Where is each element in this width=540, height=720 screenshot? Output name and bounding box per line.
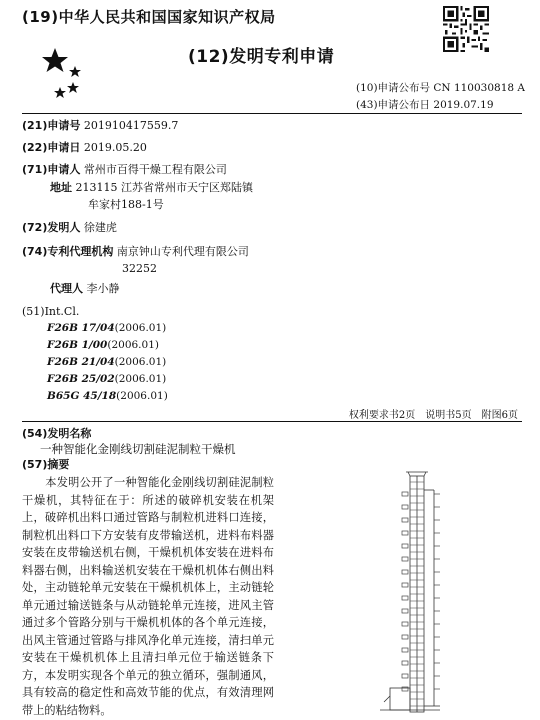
address-row [50, 180, 253, 195]
header-divider [22, 113, 522, 114]
address-label: 地址 [50, 181, 72, 194]
inventor: 徐建虎 [83, 221, 117, 234]
document-type: (12)发明专利申请 [188, 47, 335, 67]
qr-code [443, 6, 489, 52]
intcl-label: (51)Int.Cl. [22, 305, 80, 318]
publication-date: (43)申请公布日 2019.07.19 [356, 99, 494, 111]
applicant-label: (71)申请人 [22, 163, 81, 176]
ipc-entry: F26B 21/04(2006.01) [47, 356, 167, 368]
publication-number: (10)申请公布号 CN 110030818 A [356, 82, 525, 94]
invention-title: 一种智能化金刚线切割硅泥制粒干燥机 [40, 442, 236, 456]
application-number: 201910417559.7 [83, 119, 179, 132]
address-line-1: 213115 江苏省常州市天宁区郑陆镇 [75, 181, 253, 194]
abstract-label: (57)摘要 [22, 458, 70, 471]
filing-date-label: (22)申请日 [22, 141, 81, 154]
ipc-entry: F26B 17/04(2006.01) [47, 322, 167, 334]
page-counts: 权利要求书2页 说明书5页 附图6页 [348, 410, 518, 421]
inventor-row [22, 220, 117, 235]
agency-row [22, 244, 249, 259]
filing-date-row [22, 140, 147, 155]
agency-code: 32252 [122, 262, 157, 275]
agent: 李小静 [86, 282, 120, 295]
section-divider [22, 421, 522, 422]
ipc-entry: B65G 45/18(2006.01) [47, 390, 168, 402]
application-number-row [22, 118, 178, 133]
filing-date: 2019.05.20 [83, 141, 147, 154]
ipc-entry: F26B 25/02(2006.01) [47, 373, 167, 385]
applicant-row [22, 162, 227, 177]
agent-label: 代理人 [50, 282, 83, 295]
application-number-label: (21)申请号 [22, 119, 81, 132]
applicant: 常州市百得干燥工程有限公司 [83, 163, 227, 176]
abstract-text [22, 474, 274, 719]
title-label: (54)发明名称 [22, 427, 92, 440]
ipc-entry: F26B 1/00(2006.01) [47, 339, 159, 351]
abstract-body: 本发明公开了一种智能化金刚线切割硅泥制粒干燥机，其特征在于：所述的破碎机安装在机架上，破碎机出料口通过管路与制粒机进料口连接，制粒机出料口下方安装有皮带输送机，进料布料器安装在皮带输送机右侧，干燥机机体安装在进料布料器右侧，出料输送机安装在干燥机机体右侧出料处，主动链轮单元安装在干燥机机体上，主动链轮单元通过输送链条与从动链轮单元连接，进风主管通过多个管路分别与干燥机机体的各个单元连接，出风主管通过管路与排风净化单元连接，清扫单元安装在干燥机机体上且清扫单元位于输送链条下方，本发明实现各个单元的独立循环，强制通风，具有较高的稳定性和高效节能的优点，有效清理网带上的粘结物料。 [22, 476, 274, 717]
cnipa-stars-logo [40, 44, 100, 100]
agent-row [50, 281, 120, 296]
abstract-drawing [290, 470, 520, 720]
agency-label: (74)专利代理机构 [22, 245, 114, 258]
office-name: (19)中华人民共和国国家知识产权局 [22, 8, 276, 26]
inventor-label: (72)发明人 [22, 221, 81, 234]
agency: 南京钟山专利代理有限公司 [116, 245, 249, 258]
address-line-2: 牟家村188-1号 [88, 198, 164, 211]
